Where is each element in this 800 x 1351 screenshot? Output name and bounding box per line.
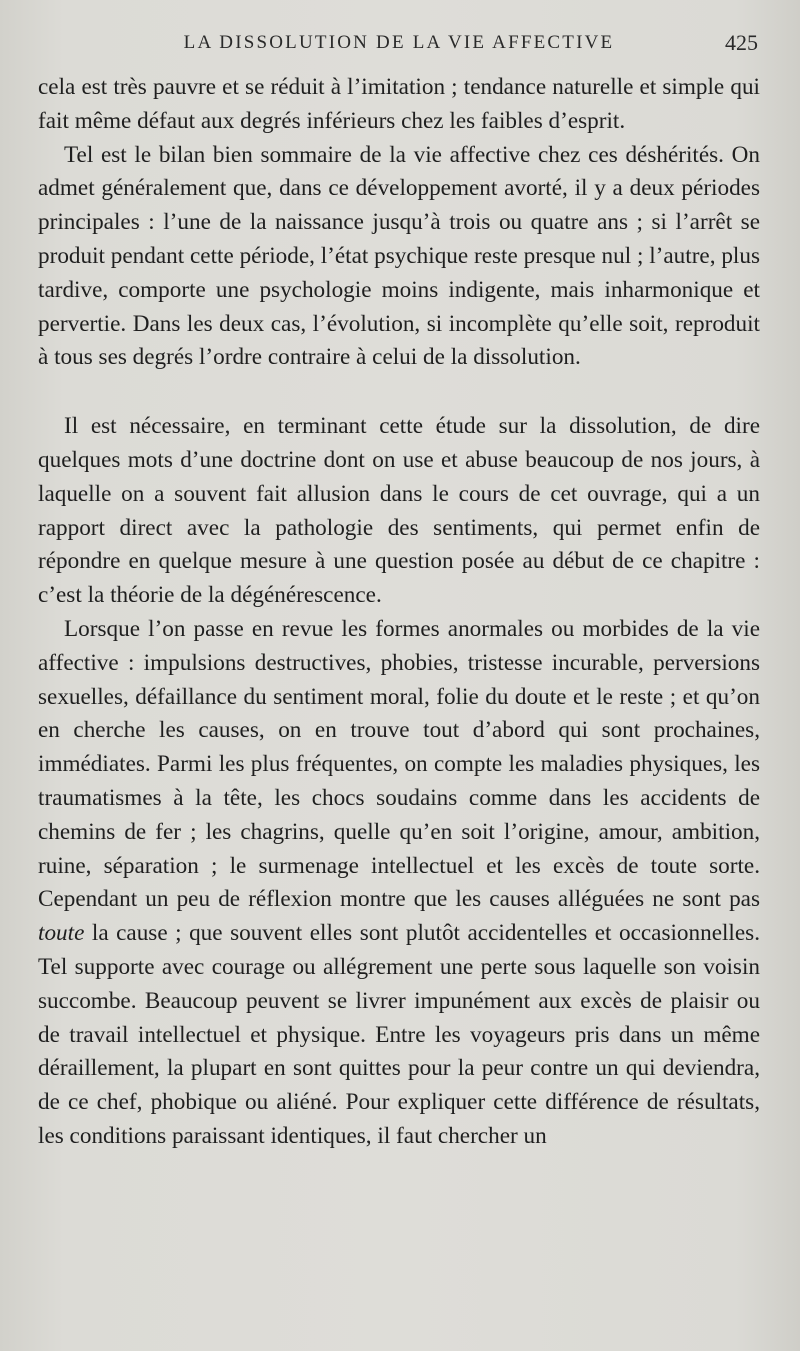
- paragraph-bilan: Tel est le bilan bien sommaire de la vie affective chez ces déshérités. On admet généralement que, dans ce développement avorté, il y a deux périodes principales : l’une de la naissance jusqu’à trois ou quatre ans ; si l’arrêt se produit pendant cette période, l’état psychique reste presque nul ; l’autre, plus tardive, comporte une psychologie moins indigente, mais inharmonique et pervertie. Dans les deux cas, l’évolution, si incomplète qu’elle soit, reproduit à tous ses degrés l’ordre contraire à celui de la dissolution.: [38, 141, 760, 371]
- paragraph-causes: [38, 613, 760, 1154]
- page-header: [38, 32, 760, 62]
- paragraph-continuation: cela est très pauvre et se réduit à l’imitation ; tendance naturelle et simple qui fait même défaut aux degrés inférieurs chez les faibles d’esprit.: [38, 74, 760, 134]
- page-body: [38, 71, 760, 1154]
- paragraph-causes-text-before: Lorsque l’on passe en revue les formes anormales ou morbides de la vie affective : impulsions destructives, phobies, tristesse incurable, perversions sexuelles, défaillance du sentiment moral, folie du doute et le reste ; et qu’on en cherche les causes, on en trouve tout d’abord qui sont prochaines, immédiates. Parmi les plus fréquentes, on compte les maladies physiques, les traumatismes à la tête, les chocs soudains comme dans les accidents de chemins de fer ; les chagrins, quelle qu’en soit l’origine, amour, ambition, ruine, séparation ; le surmenage intellectuel et les excès de toute sorte. Cependant un peu de réflexion montre que les causes alléguées ne sont pas: [38, 615, 760, 913]
- running-head: LA DISSOLUTION DE LA VIE AFFECTIVE: [183, 32, 615, 53]
- paragraph-causes-italic: toute: [38, 920, 85, 947]
- paragraph-causes-text-after: la cause ; que souvent elles sont plutôt accidentelles et occasionnelles. Tel supporte avec courage ou allégrement une perte sous laquelle son voisin succombe. Beaucoup peuvent se livrer impunément aux excès de plaisir ou de travail intellectuel et physique. Entre les voyageurs pris dans un même déraillement, la plupart en sont quittes pour la peur contre un qui deviendra, de ce chef, phobique ou aliéné. Pour expliquer cette différence de résultats, les conditions paraissant identiques, il faut chercher un: [38, 920, 760, 1149]
- paragraph-degenerescence: Il est nécessaire, en terminant cette étude sur la dissolution, de dire quelques mots d’une doctrine dont on use et abuse beaucoup de nos jours, à laquelle on a souvent fait allusion dans le cours de cet ouvrage, qui a un rapport direct avec la pathologie des sentiments, qui permet enfin de répondre en quelque mesure à une question posée au début de ce chapitre : c’est la théorie de la dégénérescence.: [38, 413, 760, 609]
- page-number: 425: [725, 30, 758, 55]
